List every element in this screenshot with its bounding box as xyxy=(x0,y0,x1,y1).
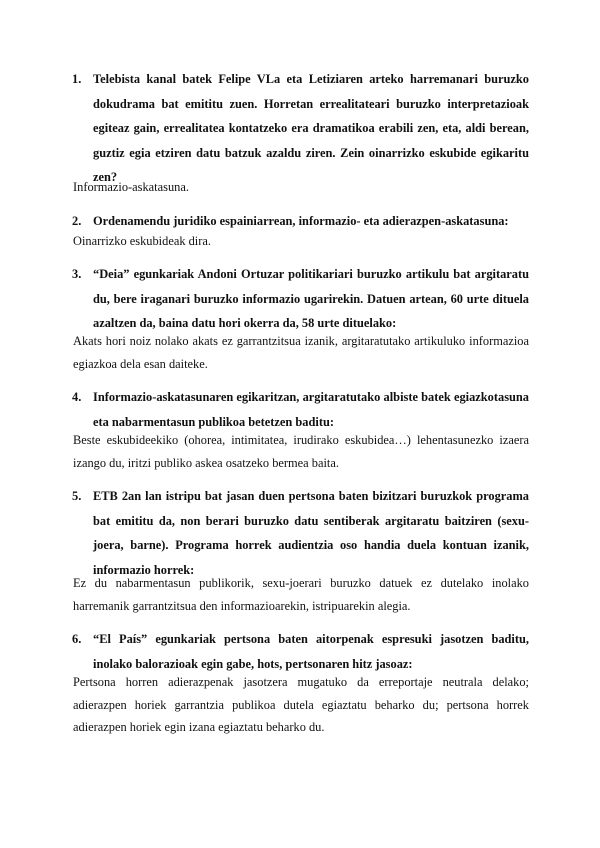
question-text: “Deia” egunkariak Andoni Ortuzar politikariari buruzko artikulu bat argitaratu du, bere iraganari buruzko informazio ugarirekin. Datuen artean, 60 urte dituela azaltzen da, baina datu hori okerra da, 58 urte dituelako: xyxy=(93,267,529,330)
question-number: 2. xyxy=(72,214,82,228)
answer-text: Pertsona horren adierazpenak jasotzera mugatuko da erreportaje neutrala delako; adierazpen horiek garrantzia publikoa dutela egiaztatu beharko du; pertsona horrek adierazpen horiek egin izana egiaztatu beharko du. xyxy=(73,675,529,734)
answer-text: Informazio-askatasuna. xyxy=(73,180,189,194)
question-number: 5. xyxy=(72,489,82,503)
question-text: “El País” egunkariak pertsona baten aitorpenak espresuki jasotzen baditu, inolako balorazioak egin gabe, hots, pertsonaren hitz jasoaz: xyxy=(93,632,529,671)
question-number: 3. xyxy=(72,267,82,281)
answer-text: Ez du nabarmentasun publikorik, sexu-joerari buruzko datuek ez dutelako inolako harremanik garrantzitsua den informazioarekin, istripuarekin alegia. xyxy=(73,576,529,613)
question-number: 4. xyxy=(72,390,82,404)
question-text: Telebista kanal batek Felipe VLa eta Letiziaren arteko harremanari buruzko dokudrama bat emititu zuen. Horretan errealitateari buruzko interpretazioak egiteaz gain, errealitatea kontatzeko era dramatikoa erabili zen, eta, aldi berean, guztiz egia etziren datu batzuk azaldu ziren. Zein oinarrizko eskubide egikaritu zen? xyxy=(93,72,529,184)
answer-text: Beste eskubideekiko (ohorea, intimitatea, irudirako eskubidea…) lehentasunezko izaera izango du, iritzi publiko askea osatzeko bermea baita. xyxy=(73,433,529,470)
answer-text: Akats hori noiz nolako akats ez garrantzitsua izanik, argitaratutako artikuluko informazioa egiazkoa dela esan daiteke. xyxy=(73,334,529,371)
question-text: Ordenamendu juridiko espainiarrean, informazio- eta adierazpen-askatasuna: xyxy=(93,214,509,228)
question-text: Informazio-askatasunaren egikaritzan, argitaratutako albiste batek egiazkotasuna eta nabarmentasun publikoa betetzen baditu: xyxy=(93,390,529,429)
answer-text: Oinarrizko eskubideak dira. xyxy=(73,234,211,248)
question-number: 1. xyxy=(72,72,82,86)
question-text: ETB 2an lan istripu bat jasan duen pertsona baten bizitzari buruzkok programa bat emititu da, non berari buruzko datu sentiberak argitaratu baitziren (sexu-joera, barne). Programa horrek audientzia oso handia duela kontuan izanik, informazio horrek: xyxy=(93,489,529,577)
question-number: 6. xyxy=(72,632,82,646)
